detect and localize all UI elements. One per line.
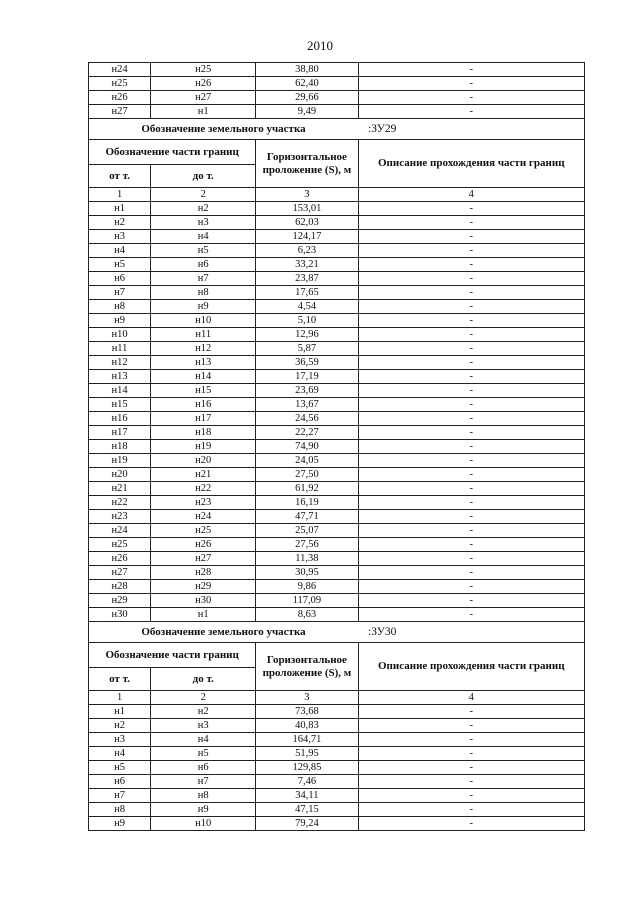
description-cell: - xyxy=(358,258,584,272)
distance-cell: 117,09 xyxy=(256,594,358,608)
from-point-cell: н1 xyxy=(89,705,151,719)
distance-cell: 24,05 xyxy=(256,454,358,468)
description-cell: - xyxy=(358,468,584,482)
table-row xyxy=(89,705,585,719)
to-point-cell: н9 xyxy=(151,803,256,817)
description-cell: - xyxy=(358,803,584,817)
to-point-cell: н20 xyxy=(151,454,256,468)
description-header: Описание прохождения части границ xyxy=(358,140,584,188)
from-point-cell: н10 xyxy=(89,328,151,342)
from-point-header: от т. xyxy=(89,668,151,691)
distance-cell: 24,56 xyxy=(256,412,358,426)
description-cell: - xyxy=(358,384,584,398)
from-point-cell: н4 xyxy=(89,244,151,258)
distance-cell: 9,49 xyxy=(256,105,358,119)
table-row xyxy=(89,566,585,580)
from-point-cell: н24 xyxy=(89,63,151,77)
table-row xyxy=(89,594,585,608)
to-point-cell: н6 xyxy=(151,258,256,272)
table-header-row xyxy=(89,140,585,165)
table-row xyxy=(89,370,585,384)
from-point-cell: н16 xyxy=(89,412,151,426)
from-point-cell: н17 xyxy=(89,426,151,440)
column-number-cell: 1 xyxy=(89,188,151,202)
to-point-cell: н6 xyxy=(151,761,256,775)
from-point-header: от т. xyxy=(89,165,151,188)
to-point-cell: н1 xyxy=(151,608,256,622)
distance-header: Горизонтальное проложение (S), м xyxy=(256,140,358,188)
table-row xyxy=(89,440,585,454)
description-cell: - xyxy=(358,454,584,468)
table-row xyxy=(89,733,585,747)
description-cell: - xyxy=(358,272,584,286)
from-point-cell: н20 xyxy=(89,468,151,482)
from-point-cell: н5 xyxy=(89,761,151,775)
distance-cell: 5,10 xyxy=(256,314,358,328)
from-point-cell: н7 xyxy=(89,286,151,300)
table-row xyxy=(89,272,585,286)
distance-cell: 30,95 xyxy=(256,566,358,580)
table-row xyxy=(89,761,585,775)
to-point-cell: н28 xyxy=(151,566,256,580)
distance-cell: 4,54 xyxy=(256,300,358,314)
description-cell: - xyxy=(358,761,584,775)
distance-cell: 29,66 xyxy=(256,91,358,105)
from-point-cell: н22 xyxy=(89,496,151,510)
description-cell: - xyxy=(358,412,584,426)
table-row xyxy=(89,244,585,258)
description-cell: - xyxy=(358,77,584,91)
to-point-cell: н21 xyxy=(151,468,256,482)
from-point-cell: н13 xyxy=(89,370,151,384)
description-cell: - xyxy=(358,817,584,831)
to-point-cell: н27 xyxy=(151,91,256,105)
table-row xyxy=(89,510,585,524)
to-point-cell: н9 xyxy=(151,300,256,314)
distance-cell: 34,11 xyxy=(256,789,358,803)
column-number-cell: 3 xyxy=(256,188,358,202)
to-point-cell: н2 xyxy=(151,705,256,719)
from-point-cell: н18 xyxy=(89,440,151,454)
to-point-cell: н15 xyxy=(151,384,256,398)
table-row xyxy=(89,608,585,622)
to-point-cell: н22 xyxy=(151,482,256,496)
column-number-cell: 4 xyxy=(358,188,584,202)
description-cell: - xyxy=(358,552,584,566)
to-point-cell: н12 xyxy=(151,342,256,356)
distance-cell: 124,17 xyxy=(256,230,358,244)
distance-cell: 38,80 xyxy=(256,63,358,77)
to-point-cell: н8 xyxy=(151,286,256,300)
table-row xyxy=(89,63,585,77)
from-point-cell: н3 xyxy=(89,733,151,747)
table-row xyxy=(89,719,585,733)
distance-cell: 40,83 xyxy=(256,719,358,733)
table-row xyxy=(89,216,585,230)
to-point-cell: н3 xyxy=(151,719,256,733)
description-cell: - xyxy=(358,328,584,342)
from-point-cell: н9 xyxy=(89,314,151,328)
table-row xyxy=(89,482,585,496)
from-point-cell: н9 xyxy=(89,817,151,831)
description-cell: - xyxy=(358,747,584,761)
from-point-cell: н27 xyxy=(89,566,151,580)
table-row xyxy=(89,538,585,552)
description-header: Описание прохождения части границ xyxy=(358,643,584,691)
column-number-cell: 3 xyxy=(256,691,358,705)
description-cell: - xyxy=(358,356,584,370)
land-plot-code: :ЗУ29 xyxy=(358,119,584,140)
to-point-cell: н16 xyxy=(151,398,256,412)
from-point-cell: н6 xyxy=(89,775,151,789)
description-cell: - xyxy=(358,580,584,594)
description-cell: - xyxy=(358,705,584,719)
page-number: 2010 xyxy=(307,38,333,53)
distance-cell: 22,27 xyxy=(256,426,358,440)
description-cell: - xyxy=(358,91,584,105)
from-point-cell: н5 xyxy=(89,258,151,272)
description-cell: - xyxy=(358,524,584,538)
distance-cell: 129,85 xyxy=(256,761,358,775)
distance-cell: 5,87 xyxy=(256,342,358,356)
boundary-table-sheet xyxy=(88,62,585,831)
from-point-cell: н25 xyxy=(89,538,151,552)
to-point-cell: н24 xyxy=(151,510,256,524)
distance-cell: 47,15 xyxy=(256,803,358,817)
to-point-cell: н19 xyxy=(151,440,256,454)
to-point-cell: н8 xyxy=(151,789,256,803)
description-cell: - xyxy=(358,370,584,384)
from-point-cell: н7 xyxy=(89,789,151,803)
from-point-cell: н12 xyxy=(89,356,151,370)
from-point-cell: н8 xyxy=(89,300,151,314)
table-row xyxy=(89,468,585,482)
to-point-cell: н29 xyxy=(151,580,256,594)
table-row xyxy=(89,91,585,105)
to-point-cell: н25 xyxy=(151,63,256,77)
to-point-cell: н10 xyxy=(151,314,256,328)
table-row xyxy=(89,77,585,91)
from-point-cell: н4 xyxy=(89,747,151,761)
boundary-table xyxy=(88,62,585,831)
description-cell: - xyxy=(358,300,584,314)
table-header-row xyxy=(89,643,585,668)
description-cell: - xyxy=(358,216,584,230)
table-row xyxy=(89,286,585,300)
description-cell: - xyxy=(358,482,584,496)
part-header: Обозначение части границ xyxy=(89,140,256,165)
to-point-cell: н18 xyxy=(151,426,256,440)
to-point-cell: н26 xyxy=(151,538,256,552)
to-point-cell: н26 xyxy=(151,77,256,91)
to-point-cell: н7 xyxy=(151,775,256,789)
to-point-cell: н5 xyxy=(151,244,256,258)
from-point-cell: н21 xyxy=(89,482,151,496)
from-point-cell: н25 xyxy=(89,77,151,91)
description-cell: - xyxy=(358,538,584,552)
distance-cell: 7,46 xyxy=(256,775,358,789)
column-number-cell: 1 xyxy=(89,691,151,705)
to-point-cell: н4 xyxy=(151,733,256,747)
distance-cell: 51,95 xyxy=(256,747,358,761)
distance-cell: 23,69 xyxy=(256,384,358,398)
table-row xyxy=(89,328,585,342)
from-point-cell: н1 xyxy=(89,202,151,216)
to-point-cell: н27 xyxy=(151,552,256,566)
description-cell: - xyxy=(358,719,584,733)
table-row xyxy=(89,496,585,510)
description-cell: - xyxy=(358,775,584,789)
description-cell: - xyxy=(358,789,584,803)
table-row xyxy=(89,580,585,594)
distance-cell: 36,59 xyxy=(256,356,358,370)
table-row xyxy=(89,817,585,831)
table-row xyxy=(89,384,585,398)
to-point-cell: н13 xyxy=(151,356,256,370)
from-point-cell: н29 xyxy=(89,594,151,608)
from-point-cell: н2 xyxy=(89,719,151,733)
table-row xyxy=(89,524,585,538)
from-point-cell: н6 xyxy=(89,272,151,286)
description-cell: - xyxy=(358,244,584,258)
description-cell: - xyxy=(358,496,584,510)
distance-cell: 25,07 xyxy=(256,524,358,538)
column-number-cell: 4 xyxy=(358,691,584,705)
from-point-cell: н15 xyxy=(89,398,151,412)
table-row xyxy=(89,258,585,272)
to-point-header: до т. xyxy=(151,668,256,691)
description-cell: - xyxy=(358,286,584,300)
distance-cell: 16,19 xyxy=(256,496,358,510)
to-point-cell: н2 xyxy=(151,202,256,216)
to-point-cell: н10 xyxy=(151,817,256,831)
distance-header: Горизонтальное проложение (S), м xyxy=(256,643,358,691)
distance-cell: 62,40 xyxy=(256,77,358,91)
distance-cell: 164,71 xyxy=(256,733,358,747)
distance-cell: 47,71 xyxy=(256,510,358,524)
to-point-cell: н30 xyxy=(151,594,256,608)
table-row xyxy=(89,803,585,817)
to-point-cell: н3 xyxy=(151,216,256,230)
to-point-cell: н7 xyxy=(151,272,256,286)
table-row xyxy=(89,342,585,356)
to-point-cell: н23 xyxy=(151,496,256,510)
land-plot-designation-label: Обозначение земельного участка xyxy=(89,119,359,140)
table-row xyxy=(89,426,585,440)
land-plot-designation-row xyxy=(89,622,585,643)
to-point-cell: н25 xyxy=(151,524,256,538)
from-point-cell: н26 xyxy=(89,552,151,566)
description-cell: - xyxy=(358,398,584,412)
distance-cell: 79,24 xyxy=(256,817,358,831)
table-row xyxy=(89,314,585,328)
description-cell: - xyxy=(358,440,584,454)
distance-cell: 17,65 xyxy=(256,286,358,300)
land-plot-designation-row xyxy=(89,119,585,140)
to-point-cell: н11 xyxy=(151,328,256,342)
description-cell: - xyxy=(358,594,584,608)
column-number-cell: 2 xyxy=(151,691,256,705)
from-point-cell: н3 xyxy=(89,230,151,244)
distance-cell: 62,03 xyxy=(256,216,358,230)
table-row xyxy=(89,775,585,789)
to-point-cell: н17 xyxy=(151,412,256,426)
from-point-cell: н11 xyxy=(89,342,151,356)
from-point-cell: н14 xyxy=(89,384,151,398)
description-cell: - xyxy=(358,230,584,244)
distance-cell: 61,92 xyxy=(256,482,358,496)
from-point-cell: н23 xyxy=(89,510,151,524)
description-cell: - xyxy=(358,202,584,216)
distance-cell: 33,21 xyxy=(256,258,358,272)
table-row xyxy=(89,454,585,468)
from-point-cell: н19 xyxy=(89,454,151,468)
from-point-cell: н27 xyxy=(89,105,151,119)
distance-cell: 27,56 xyxy=(256,538,358,552)
description-cell: - xyxy=(358,510,584,524)
distance-cell: 6,23 xyxy=(256,244,358,258)
description-cell: - xyxy=(358,63,584,77)
distance-cell: 13,67 xyxy=(256,398,358,412)
land-plot-designation-label: Обозначение земельного участка xyxy=(89,622,359,643)
description-cell: - xyxy=(358,733,584,747)
column-numbers-row xyxy=(89,188,585,202)
description-cell: - xyxy=(358,342,584,356)
distance-cell: 8,63 xyxy=(256,608,358,622)
table-row xyxy=(89,412,585,426)
distance-cell: 74,90 xyxy=(256,440,358,454)
part-header: Обозначение части границ xyxy=(89,643,256,668)
distance-cell: 11,38 xyxy=(256,552,358,566)
from-point-cell: н26 xyxy=(89,91,151,105)
table-row xyxy=(89,789,585,803)
description-cell: - xyxy=(358,426,584,440)
table-row xyxy=(89,300,585,314)
table-row xyxy=(89,747,585,761)
distance-cell: 12,96 xyxy=(256,328,358,342)
to-point-cell: н1 xyxy=(151,105,256,119)
table-row xyxy=(89,552,585,566)
distance-cell: 17,19 xyxy=(256,370,358,384)
column-number-cell: 2 xyxy=(151,188,256,202)
table-row xyxy=(89,356,585,370)
description-cell: - xyxy=(358,566,584,580)
distance-cell: 73,68 xyxy=(256,705,358,719)
table-row xyxy=(89,398,585,412)
from-point-cell: н30 xyxy=(89,608,151,622)
distance-cell: 153,01 xyxy=(256,202,358,216)
to-point-header: до т. xyxy=(151,165,256,188)
from-point-cell: н24 xyxy=(89,524,151,538)
from-point-cell: н2 xyxy=(89,216,151,230)
distance-cell: 9,86 xyxy=(256,580,358,594)
table-row xyxy=(89,230,585,244)
to-point-cell: н4 xyxy=(151,230,256,244)
to-point-cell: н5 xyxy=(151,747,256,761)
description-cell: - xyxy=(358,105,584,119)
to-point-cell: н14 xyxy=(151,370,256,384)
table-row xyxy=(89,202,585,216)
description-cell: - xyxy=(358,608,584,622)
from-point-cell: н8 xyxy=(89,803,151,817)
from-point-cell: н28 xyxy=(89,580,151,594)
description-cell: - xyxy=(358,314,584,328)
distance-cell: 27,50 xyxy=(256,468,358,482)
table-row xyxy=(89,105,585,119)
distance-cell: 23,87 xyxy=(256,272,358,286)
land-plot-code: :ЗУ30 xyxy=(358,622,584,643)
column-numbers-row xyxy=(89,691,585,705)
